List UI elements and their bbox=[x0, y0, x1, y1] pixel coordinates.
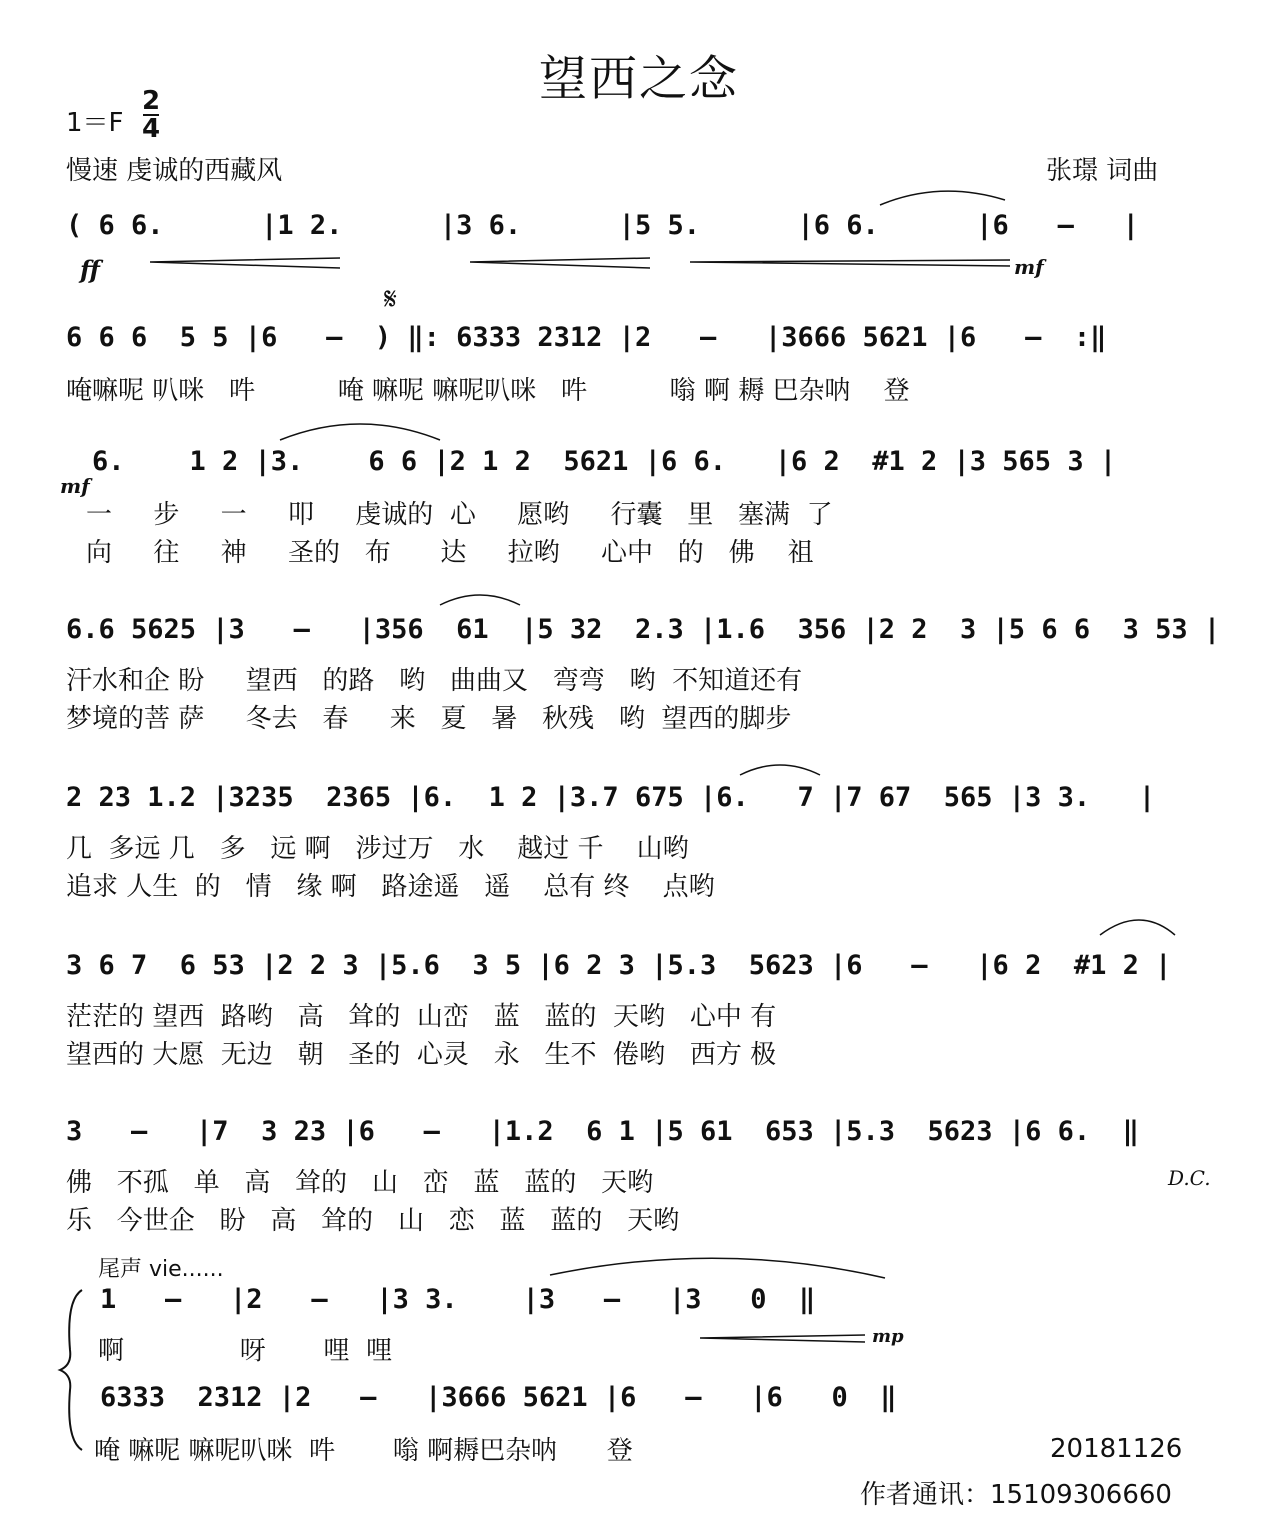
slur bbox=[550, 1258, 885, 1278]
notation-row-6: 3 6 7 6 53 |2 2 3 |5.6 3 5 |6 2 3 |5.3 5623 |6 – |6 2 #1 2 | bbox=[66, 950, 1172, 981]
notation-row-1: ( 6 6. |1 2. |3 6. |5 5. |6 6. |6 – | bbox=[66, 210, 1139, 241]
time-signature-bottom: 4 bbox=[142, 114, 161, 144]
lyrics-row-2-verse-1: 唵嘛呢 叭咪 吽 唵 嘛呢 嘛呢叭咪 吽 嗡 啊 耨 巴杂呐 登 bbox=[66, 376, 910, 406]
dynamic-ff: ff bbox=[80, 255, 100, 284]
lyrics-row-3-verse-1: 一 步 一 叩 虔诚的 心 愿哟 行囊 里 塞满 了 bbox=[86, 500, 833, 530]
time-signature-top: 2 bbox=[142, 86, 161, 116]
lyrics-row-4-verse-2: 梦境的菩 萨 冬去 春 来 夏 暑 秋残 哟 望西的脚步 bbox=[66, 704, 792, 734]
lyrics-row-5-verse-1: 几 多远 几 多 远 啊 涉过万 水 越过 千 山哟 bbox=[66, 834, 689, 864]
hairpin-decrescendo bbox=[700, 1335, 865, 1342]
notation-row-3: 6. 1 2 |3. 6 6 |2 1 2 5621 |6 6. |6 2 #1 2 |3 565 3 | bbox=[92, 446, 1117, 477]
notation-row-4: 6.6 5625 |3 – |356 61 |5 32 2.3 |1.6 356 |2 2 3 |5 6 6 3 53 | bbox=[66, 614, 1221, 645]
slur bbox=[440, 595, 520, 605]
notation-row-2: 6 6 6 5 5 |6 – ) ‖: 6333 2312 |2 – |3666 5621 |6 – :‖ bbox=[66, 322, 1107, 353]
author-contact: 作者通讯：15109306660 bbox=[860, 1480, 1172, 1510]
dc-marking: D.C. bbox=[1168, 1166, 1211, 1190]
hairpin-decrescendo bbox=[150, 258, 340, 268]
slur bbox=[280, 424, 440, 440]
lyrics-row-3-verse-2: 向 往 神 圣的 布 达 拉哟 心中 的 佛 祖 bbox=[86, 538, 814, 568]
lyrics-row-6-verse-2: 望西的 大愿 无边 朝 圣的 心灵 永 生不 倦哟 西方 极 bbox=[66, 1040, 777, 1070]
coda-label: 尾声 vie...... bbox=[98, 1257, 224, 1282]
notation-row-5: 2 23 1.2 |3235 2365 |6. 1 2 |3.7 675 |6. 7 |7 67 565 |3 3. | bbox=[66, 782, 1156, 813]
lyrics-row-5-verse-2: 追求 人生 的 情 缘 啊 路途遥 遥 总有 终 点哟 bbox=[66, 872, 715, 902]
song-title: 望西之念 bbox=[538, 51, 739, 107]
segno-sign: 𝄋 bbox=[384, 282, 397, 317]
lyrics-row-7-verse-2: 乐 今世企 盼 高 耸的 山 恋 蓝 蓝的 天哟 bbox=[66, 1206, 680, 1236]
coda-notation-upper: 1 – |2 – |3 3. |3 – |3 0 ‖ bbox=[100, 1284, 816, 1315]
coda-lyrics-upper: 啊 呀 哩 哩 bbox=[98, 1336, 393, 1366]
hairpin-decrescendo bbox=[470, 258, 650, 268]
lyrics-row-7-verse-1: 佛 不孤 单 高 耸的 山 峦 蓝 蓝的 天哟 bbox=[66, 1168, 654, 1198]
composer-credit: 张璟 词曲 bbox=[1046, 156, 1159, 186]
notation-row-7: 3 – |7 3 23 |6 – |1.2 6 1 |5 61 653 |5.3 5623 |6 6. ‖ bbox=[66, 1116, 1139, 1147]
tempo-marking: 慢速 虔诚的西藏风 bbox=[66, 156, 283, 186]
hairpin-decrescendo bbox=[690, 260, 1010, 266]
date-stamp: 20181126 bbox=[1050, 1434, 1183, 1464]
key-signature: 1＝F bbox=[66, 108, 124, 138]
slur bbox=[880, 191, 1005, 205]
coda-lyrics-lower: 唵 嘛呢 嘛呢叭咪 吽 嗡 啊耨巴杂呐 登 bbox=[94, 1436, 633, 1466]
dynamic-mf-2: mf bbox=[60, 474, 90, 498]
coda-notation-lower: 6333 2312 |2 – |3666 5621 |6 – |6 0 ‖ bbox=[100, 1382, 897, 1413]
system-brace bbox=[60, 1290, 82, 1450]
lyrics-row-4-verse-1: 汗水和企 盼 望西 的路 哟 曲曲又 弯弯 哟 不知道还有 bbox=[66, 666, 803, 696]
dynamic-mp: mp bbox=[872, 1326, 904, 1347]
lyrics-row-6-verse-1: 茫茫的 望西 路哟 高 耸的 山峦 蓝 蓝的 天哟 心中 有 bbox=[66, 1002, 777, 1032]
dynamic-mf-1: mf bbox=[1014, 255, 1044, 279]
slur bbox=[740, 765, 820, 775]
slur bbox=[1100, 920, 1175, 935]
